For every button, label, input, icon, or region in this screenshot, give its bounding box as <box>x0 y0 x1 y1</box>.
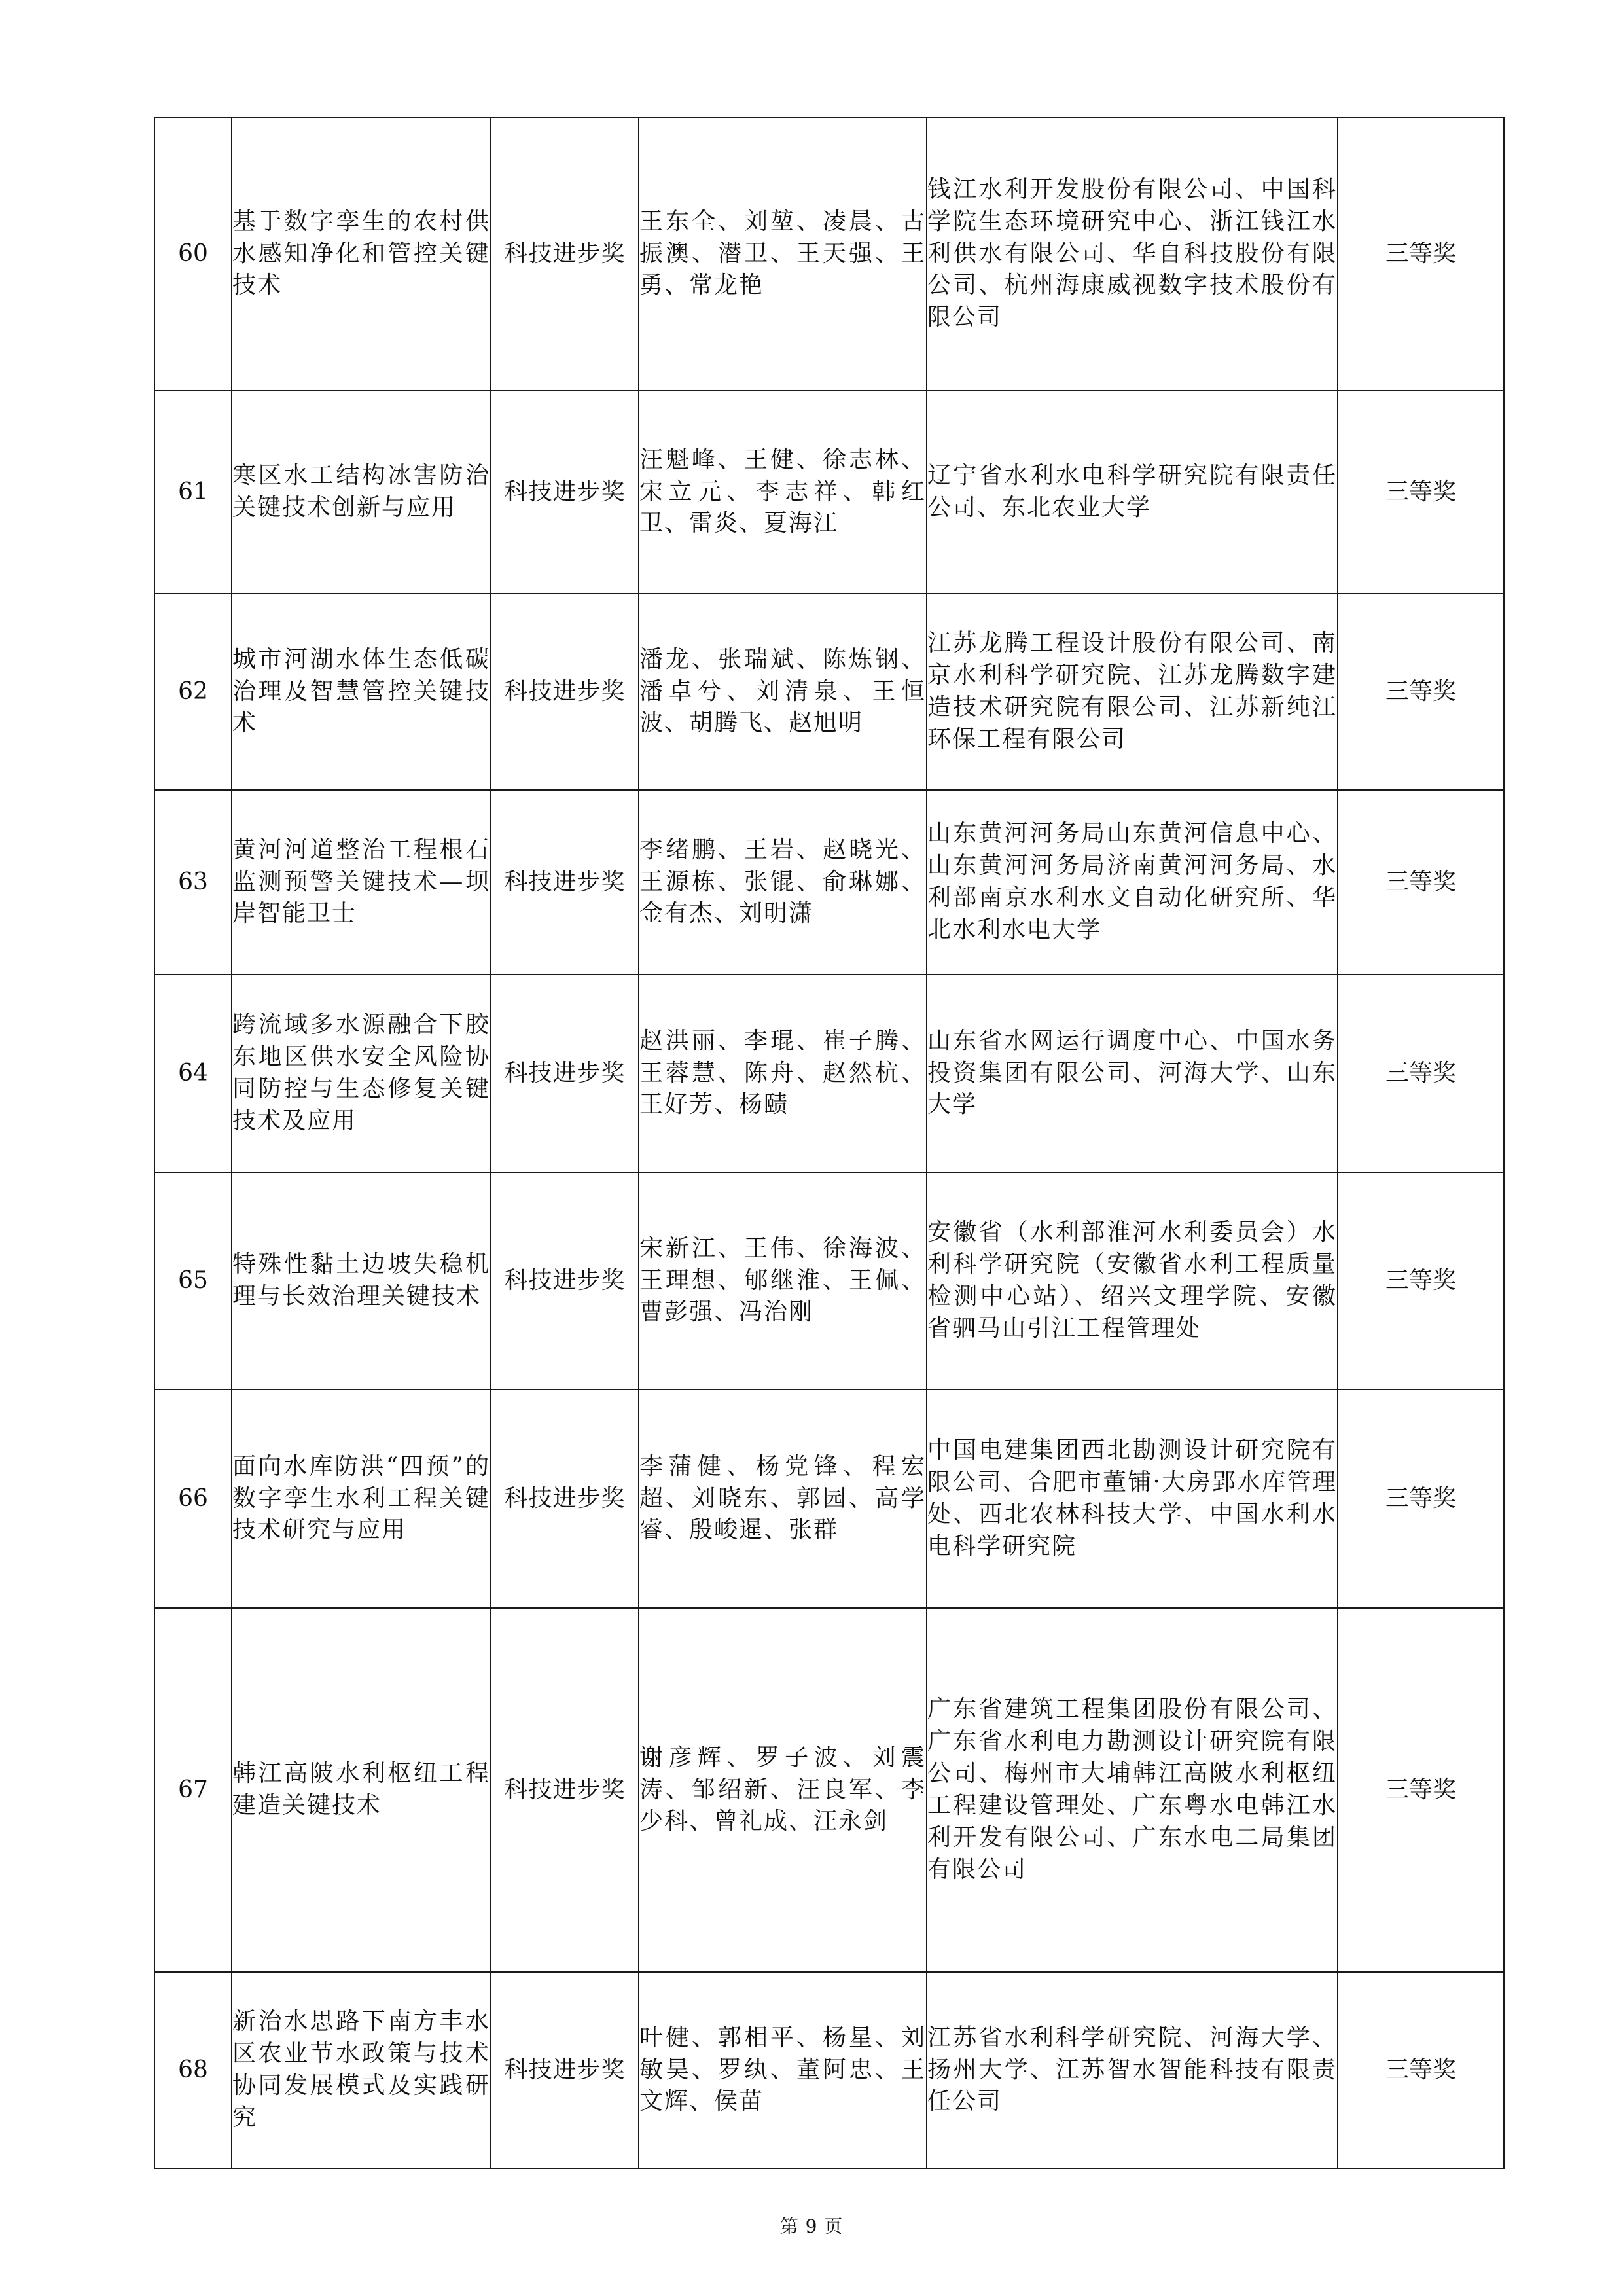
row-number: 60 <box>154 117 232 391</box>
table-row <box>154 117 1504 391</box>
project-title: 新治水思路下南方丰水区农业节水政策与技术协同发展模式及实践研究 <box>232 1972 491 2168</box>
contributors: 王东全、刘堃、凌晨、古振澳、潜卫、王天强、王勇、常龙艳 <box>639 117 927 391</box>
awards-table <box>154 117 1505 2169</box>
award-level: 三等奖 <box>1338 790 1504 975</box>
row-number: 61 <box>154 391 232 594</box>
table-row <box>154 1608 1504 1972</box>
contributors: 赵洪丽、李琨、崔子腾、王蓉慧、陈舟、赵然杭、王好芳、杨赜 <box>639 975 927 1172</box>
row-number: 67 <box>154 1608 232 1972</box>
organizations: 安徽省（水利部淮河水利委员会）水利科学研究院（安徽省水利工程质量检测中心站）、绍兴文理学院、安徽省驷马山引江工程管理处 <box>927 1172 1338 1390</box>
organizations: 中国电建集团西北勘测设计研究院有限公司、合肥市董铺·大房郢水库管理处、西北农林科技大学、中国水利水电科学研究院 <box>927 1390 1338 1608</box>
contributors: 叶健、郭相平、杨星、刘敏昊、罗纨、董阿忠、王文辉、侯苗 <box>639 1972 927 2168</box>
award-category: 科技进步奖 <box>491 117 639 391</box>
organizations: 山东黄河河务局山东黄河信息中心、山东黄河河务局济南黄河河务局、水利部南京水利水文自动化研究所、华北水利水电大学 <box>927 790 1338 975</box>
table-row <box>154 975 1504 1172</box>
table-row <box>154 1172 1504 1390</box>
award-category: 科技进步奖 <box>491 975 639 1172</box>
project-title: 面向水库防洪“四预”的数字孪生水利工程关键技术研究与应用 <box>232 1390 491 1608</box>
organizations: 江苏省水利科学研究院、河海大学、扬州大学、江苏智水智能科技有限责任公司 <box>927 1972 1338 2168</box>
project-title: 韩江高陂水利枢纽工程建造关键技术 <box>232 1608 491 1972</box>
row-number: 65 <box>154 1172 232 1390</box>
awards-table-body <box>154 117 1504 2168</box>
award-level: 三等奖 <box>1338 1608 1504 1972</box>
award-level: 三等奖 <box>1338 1972 1504 2168</box>
award-category: 科技进步奖 <box>491 1390 639 1608</box>
project-title: 基于数字孪生的农村供水感知净化和管控关键技术 <box>232 117 491 391</box>
row-number: 68 <box>154 1972 232 2168</box>
award-category: 科技进步奖 <box>491 790 639 975</box>
row-number: 63 <box>154 790 232 975</box>
page-number-footer: 第 9 页 <box>779 2215 844 2237</box>
project-title: 城市河湖水体生态低碳治理及智慧管控关键技术 <box>232 594 491 790</box>
contributors: 汪魁峰、王健、徐志林、宋立元、李志祥、韩红卫、雷炎、夏海江 <box>639 391 927 594</box>
table-row <box>154 594 1504 790</box>
project-title: 跨流域多水源融合下胶东地区供水安全风险协同防控与生态修复关键技术及应用 <box>232 975 491 1172</box>
award-level: 三等奖 <box>1338 1390 1504 1608</box>
project-title: 寒区水工结构冰害防治关键技术创新与应用 <box>232 391 491 594</box>
contributors: 谢彦辉、罗子波、刘震涛、邹绍新、汪良军、李少科、曾礼成、汪永剑 <box>639 1608 927 1972</box>
award-level: 三等奖 <box>1338 975 1504 1172</box>
award-level: 三等奖 <box>1338 594 1504 790</box>
project-title: 黄河河道整治工程根石监测预警关键技术—坝岸智能卫士 <box>232 790 491 975</box>
table-row <box>154 790 1504 975</box>
award-level: 三等奖 <box>1338 391 1504 594</box>
organizations: 辽宁省水利水电科学研究院有限责任公司、东北农业大学 <box>927 391 1338 594</box>
organizations: 钱江水利开发股份有限公司、中国科学院生态环境研究中心、浙江钱江水利供水有限公司、华自科技股份有限公司、杭州海康威视数字技术股份有限公司 <box>927 117 1338 391</box>
award-category: 科技进步奖 <box>491 1972 639 2168</box>
contributors: 李蒲健、杨党锋、程宏超、刘晓东、郭园、高学睿、殷峻暹、张群 <box>639 1390 927 1608</box>
award-category: 科技进步奖 <box>491 1608 639 1972</box>
award-level: 三等奖 <box>1338 117 1504 391</box>
contributors: 宋新江、王伟、徐海波、王理想、郇继淮、王佩、曹彭强、冯治刚 <box>639 1172 927 1390</box>
award-level: 三等奖 <box>1338 1172 1504 1390</box>
table-row <box>154 391 1504 594</box>
organizations: 江苏龙腾工程设计股份有限公司、南京水利科学研究院、江苏龙腾数字建造技术研究院有限公司、江苏新纯江环保工程有限公司 <box>927 594 1338 790</box>
contributors: 潘龙、张瑞斌、陈炼钢、潘卓兮、刘清泉、王恒波、胡腾飞、赵旭明 <box>639 594 927 790</box>
row-number: 66 <box>154 1390 232 1608</box>
award-category: 科技进步奖 <box>491 1172 639 1390</box>
table-row <box>154 1390 1504 1608</box>
award-category: 科技进步奖 <box>491 594 639 790</box>
award-category: 科技进步奖 <box>491 391 639 594</box>
organizations: 山东省水网运行调度中心、中国水务投资集团有限公司、河海大学、山东大学 <box>927 975 1338 1172</box>
row-number: 64 <box>154 975 232 1172</box>
project-title: 特殊性黏土边坡失稳机理与长效治理关键技术 <box>232 1172 491 1390</box>
table-row <box>154 1972 1504 2168</box>
contributors: 李绪鹏、王岩、赵晓光、王源栋、张锟、俞琳娜、金有杰、刘明潇 <box>639 790 927 975</box>
organizations: 广东省建筑工程集团股份有限公司、广东省水利电力勘测设计研究院有限公司、梅州市大埔韩江高陂水利枢纽工程建设管理处、广东粤水电韩江水利开发有限公司、广东水电二局集团有限公司 <box>927 1608 1338 1972</box>
row-number: 62 <box>154 594 232 790</box>
